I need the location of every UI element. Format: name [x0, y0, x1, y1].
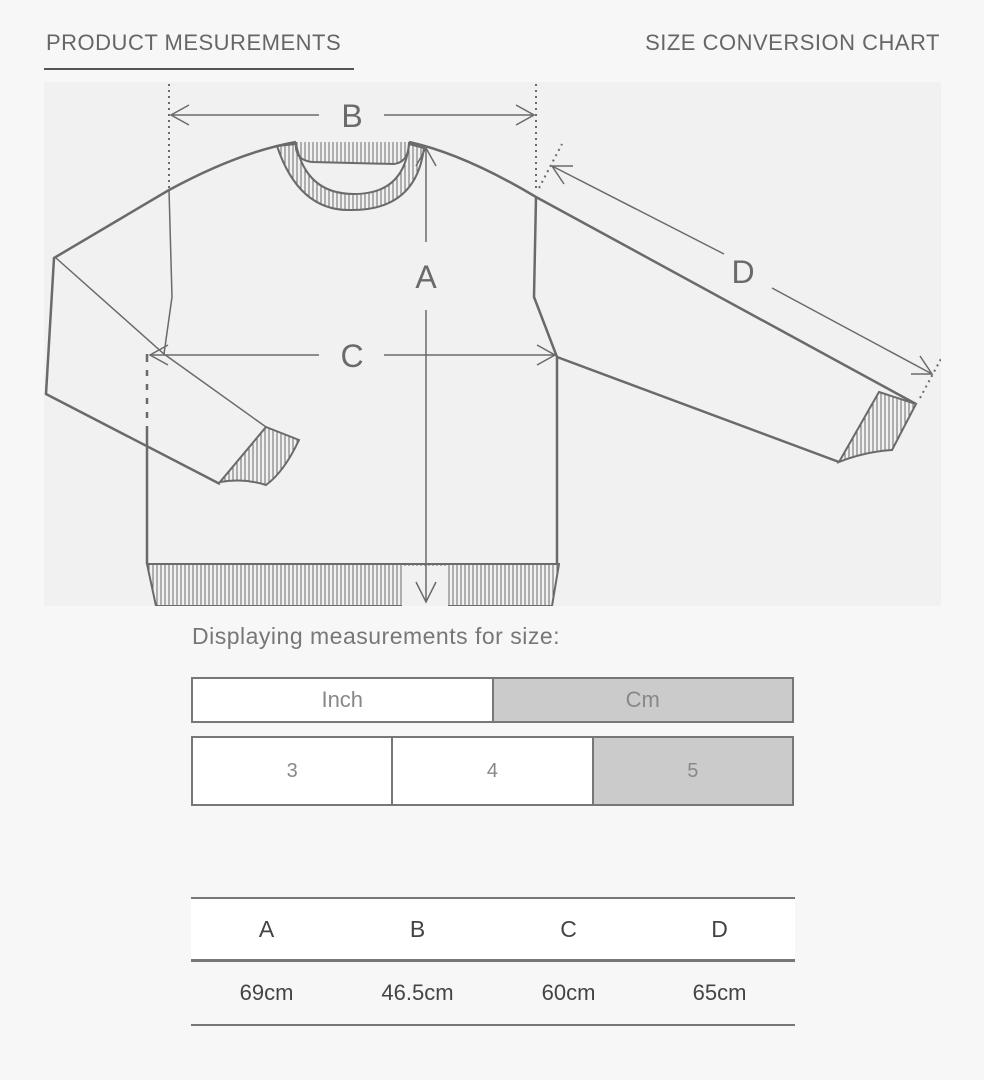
tab-size-conversion-chart[interactable]: SIZE CONVERSION CHART [645, 30, 940, 55]
measurements-table [191, 897, 795, 1026]
unit-option-cm[interactable]: Cm [492, 679, 793, 721]
header-c: C [493, 898, 644, 961]
measure-b-label: B [341, 98, 363, 134]
size-selector [191, 736, 794, 806]
size-caption: Displaying measurements for size: [192, 623, 561, 649]
right-sleeve-underarm [557, 357, 839, 462]
measure-d-line-top [552, 166, 724, 254]
unit-toggle [191, 677, 794, 723]
value-b: 46.5cm [381, 980, 454, 1005]
measure-d-line-bottom [772, 288, 932, 374]
value-d: 65cm [692, 980, 747, 1005]
right-shoulder-outline [409, 142, 916, 404]
header-b: B [342, 898, 493, 961]
table-row [191, 961, 795, 1026]
measure-a-label: A [415, 259, 437, 295]
sweater-illustration [44, 82, 941, 606]
tab-product-measurements[interactable]: PRODUCT MESUREMENTS [46, 30, 342, 55]
left-sleeve-outline [46, 142, 296, 484]
active-tab-underline [44, 68, 354, 70]
tab-bar [0, 0, 984, 72]
value-c: 60cm [541, 980, 596, 1005]
unit-option-inch[interactable]: Inch [193, 679, 492, 721]
value-a: 69cm [239, 980, 294, 1005]
size-option-4[interactable]: 4 [391, 738, 591, 804]
size-option-5[interactable]: 5 [592, 738, 792, 804]
collar-back [296, 142, 409, 164]
left-armhole [56, 190, 172, 354]
header-a: A [191, 898, 342, 961]
guide-d-bottom [920, 357, 941, 398]
size-option-3[interactable]: 3 [193, 738, 391, 804]
left-cuff [220, 427, 299, 485]
measure-d-label: D [731, 254, 755, 290]
left-sleeve-inner [164, 354, 266, 427]
header-d: D [644, 898, 795, 961]
sweater-diagram [44, 82, 941, 606]
right-body-side [534, 197, 557, 564]
hem-ribbing [147, 564, 559, 606]
right-cuff [839, 392, 916, 462]
table-header-row [191, 898, 795, 961]
measure-c-label: C [340, 338, 364, 374]
